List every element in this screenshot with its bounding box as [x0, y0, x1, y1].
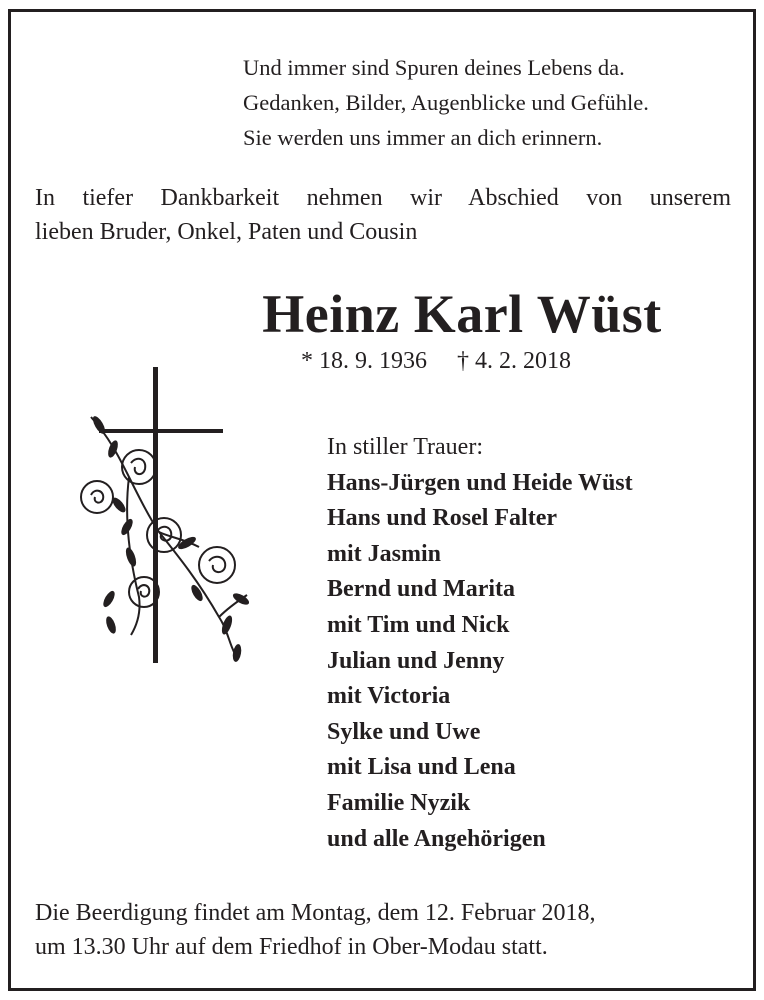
death-date: † 4. 2. 2018: [457, 348, 571, 374]
mourner-name: mit Lisa und Lena: [327, 754, 516, 781]
intro-line: lieben Bruder, Onkel, Paten und Cousin: [35, 219, 418, 245]
poem-line: Und immer sind Spuren deines Lebens da.: [243, 55, 625, 80]
obituary-notice: [8, 9, 756, 991]
poem-line: Gedanken, Bilder, Augenblicke und Gefühle.: [243, 90, 649, 115]
mourner-name: mit Victoria: [327, 683, 451, 710]
mourner-name: Hans-Jürgen und Heide Wüst: [327, 469, 633, 496]
intro-line: In tiefer Dankbarkeit nehmen wir Abschied von unserem: [35, 185, 731, 211]
mourner-name: Sylke und Uwe: [327, 718, 481, 745]
mourners-lead: In stiller Trauer:: [327, 434, 483, 460]
mourner-name: mit Jasmin: [327, 540, 441, 567]
intro-text: [35, 181, 731, 249]
funeral-line: Die Beerdigung findet am Montag, dem 12. Februar 2018,: [35, 900, 596, 926]
mourner-name: Bernd und Marita: [327, 576, 516, 603]
mourner-name: und alle Angehörigen: [327, 825, 546, 852]
mourner-name: Hans und Rosel Falter: [327, 505, 558, 532]
poem-line: Sie werden uns immer an dich erinnern.: [243, 125, 603, 150]
mourner-name: Julian und Jenny: [327, 647, 505, 674]
birth-date: * 18. 9. 1936: [301, 348, 427, 374]
life-dates: [301, 344, 571, 378]
poem: [243, 50, 743, 155]
funeral-info: [35, 896, 735, 964]
deceased-name: Heinz Karl Wüst: [262, 284, 662, 344]
mourners-list: [327, 430, 747, 857]
cross-with-roses-icon: [69, 367, 249, 667]
mourner-name: Familie Nyzik: [327, 789, 471, 816]
mourner-name: mit Tim und Nick: [327, 611, 510, 638]
funeral-line: um 13.30 Uhr auf dem Friedhof in Ober-Modau statt.: [35, 934, 548, 960]
